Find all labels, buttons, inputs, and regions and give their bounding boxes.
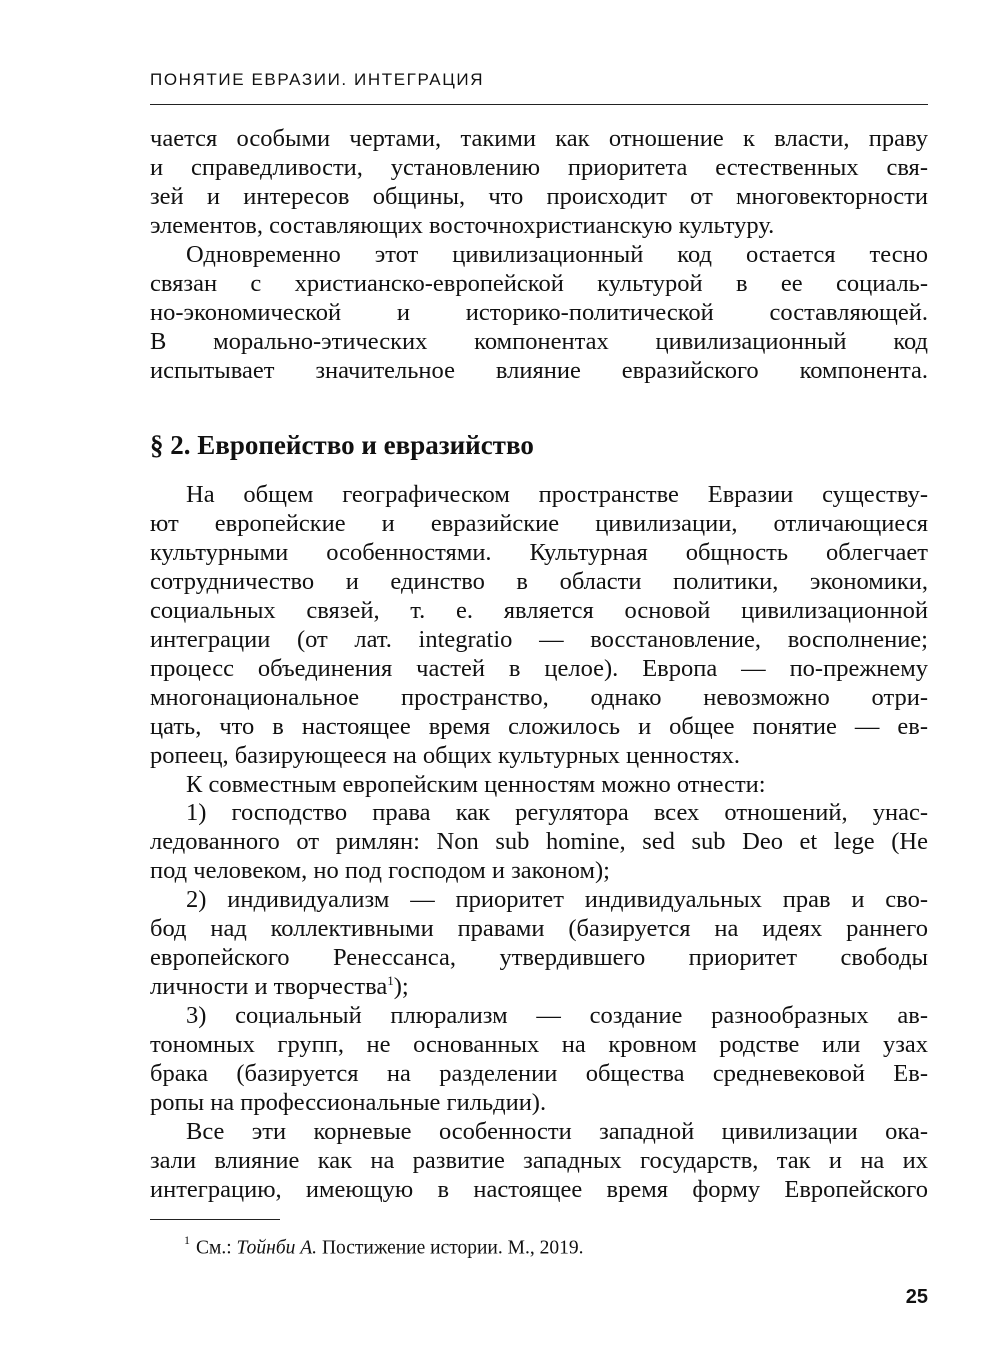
- text-line: элементов, составляющих восточнохристианскую культуру.: [150, 212, 775, 239]
- text-line: и справедливости, установлению приоритета естественных свя-: [150, 154, 928, 181]
- text-line: цать, что в настоящее время сложилось и общее понятие — ев-: [150, 713, 928, 740]
- text-line: ропы на профессиональные гильдии).: [150, 1089, 547, 1116]
- text-line: многонациональное пространство, однако невозможно отри-: [150, 684, 928, 711]
- page-number: 25: [905, 1286, 928, 1308]
- text-line: брака (базируется на разделении общества средневековой Ев-: [150, 1060, 928, 1087]
- text-line: сотрудничество и единство в области политики, экономики,: [150, 568, 928, 595]
- text-line: Все эти корневые особенности западной цивилизации ока-: [186, 1118, 928, 1145]
- text-line: ропеец, базирующееся на общих культурных ценностях.: [150, 742, 740, 769]
- running-head: ПОНЯТИЕ ЕВРАЗИИ. ИНТЕГРАЦИЯ: [150, 70, 485, 89]
- paragraph-3: [150, 480, 928, 799]
- footnote-prefix: См.:: [196, 1237, 237, 1259]
- text-line: 3) социальный плюрализм — создание разнообразных ав-: [186, 1002, 928, 1029]
- text-line: 1) господство права как регулятора всех отношений, унас-: [186, 799, 928, 826]
- header-rule: [150, 104, 928, 105]
- text-line: ют европейские и евразийские цивилизации, отличающиеся: [150, 510, 928, 537]
- text-fragment: );: [393, 973, 409, 1000]
- text-line: 2) индивидуализм — приоритет индивидуальных прав и сво-: [186, 886, 928, 913]
- text-fragment: личности и творчества: [150, 973, 388, 1000]
- text-line: интеграции (от лат. integratio — восстановление, восполнение;: [150, 626, 928, 653]
- footnote-reference[interactable]: 1: [387, 972, 394, 988]
- text-line: зали влияние как на развитие западных государств, так и на их: [150, 1147, 928, 1174]
- footnote-rule: [150, 1219, 280, 1220]
- text-line: зей и интересов общины, что происходит от многовекторности: [150, 183, 928, 210]
- text-line: К совместным европейским ценностям можно отнести:: [186, 771, 766, 798]
- text-line: На общем географическом пространстве Евразии существу-: [186, 481, 928, 508]
- text-line: чается особыми чертами, такими как отношение к власти, праву: [150, 125, 928, 152]
- text-line: под человеком, но под господом и законом);: [150, 857, 610, 884]
- text-line: процесс объединения частей в целое). Европа — по-прежнему: [150, 655, 928, 682]
- list-item-3: [150, 1001, 928, 1117]
- list-item-1: [150, 798, 928, 885]
- paragraph-5: [150, 1117, 928, 1204]
- text-line: социальных связей, т. е. является основой цивилизационной: [150, 597, 928, 624]
- footnote-text: Постижение истории. М., 2019.: [317, 1237, 584, 1259]
- text-line: интеграцию, имеющую в настоящее время форму Европейского: [150, 1176, 928, 1203]
- footnote-author: Тойнби А.: [236, 1237, 318, 1259]
- text-line: но-экономической и историко-политической составляющей.: [150, 299, 928, 326]
- text-line: тономных групп, не основанных на кровном родстве или узах: [150, 1031, 928, 1058]
- list-item-2: [150, 885, 928, 1001]
- text-line: связан с христианско-европейской культурой в ее социаль-: [150, 270, 928, 297]
- text-line: бод над коллективными правами (базируется на идеях раннего: [150, 915, 928, 942]
- footnote-marker: 1: [184, 1233, 190, 1247]
- text-line: В морально-этических компонентах цивилизационный код: [150, 328, 928, 355]
- paragraph-2: [150, 240, 928, 385]
- text-line: европейского Ренессанса, утвердившего приоритет свободы: [150, 944, 928, 971]
- text-line: [150, 972, 928, 1001]
- paragraph-1: [150, 124, 928, 240]
- text-line: испытывает значительное влияние евразийского компонента.: [150, 357, 928, 384]
- text-line: Одновременно этот цивилизационный код остается тесно: [186, 241, 928, 268]
- section-heading: § 2. Европейство и евразийство: [150, 430, 534, 460]
- footnote: [184, 1235, 583, 1260]
- text-line: культурными особенностями. Культурная общность облегчает: [150, 539, 928, 566]
- text-line: ледованного от римлян: Non sub homine, sed sub Deo et lege (Не: [150, 828, 928, 855]
